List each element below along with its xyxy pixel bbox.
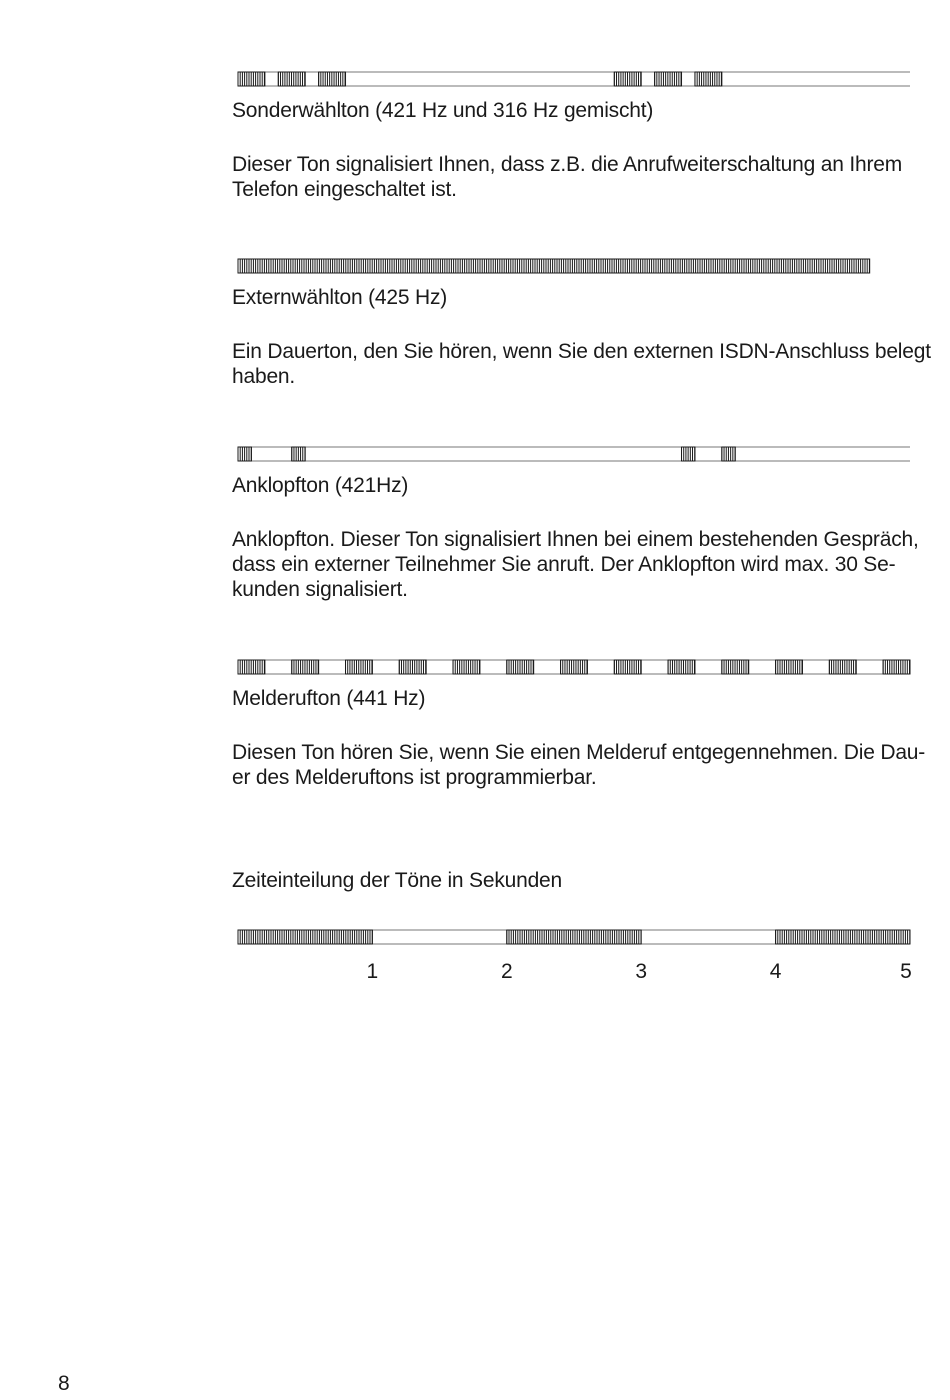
tone-segment [238,930,372,944]
tone-pattern-bar [232,445,912,463]
tone-segment [776,930,910,944]
tone-segment [695,72,722,86]
tick-label: 5 [900,960,912,983]
tone-pattern-bar [232,70,912,88]
page-number: 8 [58,1372,70,1395]
tick-label: 1 [366,960,379,983]
tone-segment [614,72,641,86]
tone-segment [722,660,749,674]
tone-segment [507,930,641,944]
tone-segment [507,660,534,674]
tone-segment [776,660,803,674]
tone-segment [883,660,910,674]
tone-segment [238,660,265,674]
section-externwaehlton [232,257,931,389]
timeline-ticks [232,960,912,990]
section-anklopfton [232,445,919,602]
section-title: Anklopfton (421Hz) [232,474,409,497]
section-description: Anklopfton. Dieser Ton signalisiert Ihnen bei einem bestehenden Gespräch, dass ein externer Teilnehmer Sie anruft. Der Anklopfton wird max. 30 Se- kunden signalisiert. [232,528,919,601]
section-title: Melderufton (441 Hz) [232,687,426,710]
section-description: Diesen Ton hören Sie, wenn Sie einen Melderuf entgegennehmen. Die Dau- er des Melderuftons ist programmierbar. [232,741,926,789]
section-description: Ein Dauerton, den Sie hören, wenn Sie den externen ISDN-Anschluss belegt haben. [232,340,931,388]
section-title: Sonderwählton (421 Hz und 316 Hz gemischt) [232,99,654,122]
tone-segment [319,72,346,86]
tick-label: 4 [769,960,782,983]
tone-segment [399,660,426,674]
tone-segment [614,660,641,674]
tone-segment [238,447,251,461]
section-melderufton [232,658,926,790]
tone-segment [561,660,588,674]
tone-segment [346,660,373,674]
tone-segment [655,72,682,86]
tone-segment [292,447,305,461]
timeline-title: Zeiteinteilung der Töne in Sekunden [232,869,563,892]
tone-segment [278,72,305,86]
tone-segment [238,259,870,273]
tick-label: 3 [635,960,648,983]
tone-segment [682,447,695,461]
section-sonderwaehlton [232,70,912,202]
tone-segment [829,660,856,674]
tone-segment [453,660,480,674]
tone-segment [668,660,695,674]
timeline-pattern-bar [232,928,912,946]
tone-pattern-bar [232,658,912,676]
tone-segment [722,447,735,461]
tick-label: 2 [500,960,513,983]
tone-pattern-bar [232,257,912,275]
tone-segment [292,660,319,674]
timeline-scale [232,928,912,990]
section-description: Dieser Ton signalisiert Ihnen, dass z.B. die Anrufweiterschaltung an Ihrem Telefon eingeschaltet ist. [232,153,903,201]
section-title: Externwählton (425 Hz) [232,286,448,309]
tone-segment [238,72,265,86]
